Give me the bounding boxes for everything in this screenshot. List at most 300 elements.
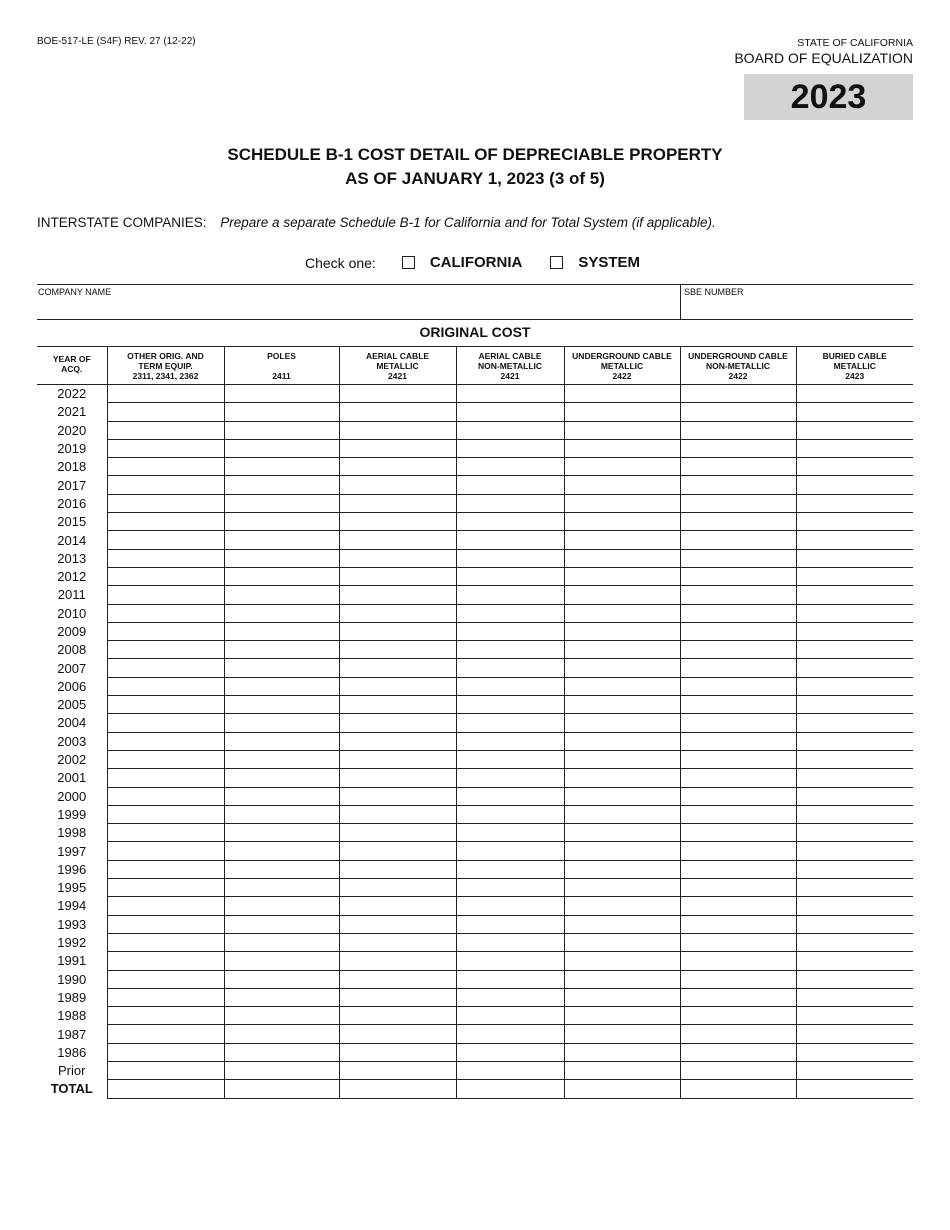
cost-input-cell[interactable]	[564, 1007, 680, 1025]
cost-input-cell[interactable]	[796, 732, 913, 750]
cost-input-cell[interactable]	[456, 567, 564, 585]
cost-input-cell[interactable]	[107, 879, 224, 897]
cost-input-cell[interactable]	[564, 842, 680, 860]
cost-input-cell[interactable]	[680, 1025, 796, 1043]
cost-input-cell[interactable]	[456, 586, 564, 604]
cost-input-cell[interactable]	[796, 549, 913, 567]
cost-input-cell[interactable]	[796, 1007, 913, 1025]
cost-input-cell[interactable]	[107, 933, 224, 951]
cost-input-cell[interactable]	[564, 439, 680, 457]
cost-input-cell[interactable]	[107, 1061, 224, 1079]
cost-input-cell[interactable]	[107, 586, 224, 604]
cost-input-cell[interactable]	[224, 677, 339, 695]
cost-input-cell[interactable]	[680, 513, 796, 531]
cost-input-cell[interactable]	[339, 567, 456, 585]
cost-input-cell[interactable]	[564, 604, 680, 622]
cost-input-cell[interactable]	[224, 586, 339, 604]
cost-input-cell[interactable]	[564, 403, 680, 421]
cost-input-cell[interactable]	[224, 403, 339, 421]
cost-input-cell[interactable]	[224, 933, 339, 951]
cost-input-cell[interactable]	[796, 860, 913, 878]
cost-input-cell[interactable]	[796, 439, 913, 457]
year-cell: 2019	[37, 439, 107, 457]
cost-input-cell[interactable]	[680, 567, 796, 585]
column-header-line: 2423	[845, 371, 865, 381]
cost-input-cell[interactable]	[224, 494, 339, 512]
cost-input-cell[interactable]	[224, 421, 339, 439]
sbe-number-field[interactable]	[680, 285, 913, 319]
cost-input-cell[interactable]	[339, 458, 456, 476]
cost-input-cell[interactable]	[564, 494, 680, 512]
cost-input-cell[interactable]	[680, 897, 796, 915]
cost-input-cell[interactable]	[564, 879, 680, 897]
cost-input-cell[interactable]	[796, 879, 913, 897]
cost-input-cell[interactable]	[796, 622, 913, 640]
cost-input-cell[interactable]	[796, 1080, 913, 1098]
cost-input-cell[interactable]	[796, 1025, 913, 1043]
cost-input-cell[interactable]	[796, 476, 913, 494]
cost-input-cell[interactable]	[224, 1025, 339, 1043]
cost-input-cell[interactable]	[680, 952, 796, 970]
column-header-line: 2422	[728, 371, 748, 381]
table-row	[37, 750, 913, 768]
cost-input-cell[interactable]	[796, 421, 913, 439]
cost-input-cell[interactable]	[339, 842, 456, 860]
cost-input-cell[interactable]	[339, 586, 456, 604]
cost-input-cell[interactable]	[339, 476, 456, 494]
cost-input-cell[interactable]	[796, 897, 913, 915]
cost-input-cell[interactable]	[564, 897, 680, 915]
cost-input-cell[interactable]	[796, 750, 913, 768]
cost-input-cell[interactable]	[339, 988, 456, 1006]
cost-input-cell[interactable]	[456, 1025, 564, 1043]
cost-input-cell[interactable]	[680, 494, 796, 512]
cost-input-cell[interactable]	[680, 1080, 796, 1098]
cost-input-cell[interactable]	[796, 933, 913, 951]
cost-input-cell[interactable]	[224, 659, 339, 677]
cost-input-cell[interactable]	[224, 732, 339, 750]
cost-input-cell[interactable]	[796, 787, 913, 805]
cost-input-cell[interactable]	[680, 970, 796, 988]
cost-input-cell[interactable]	[339, 1080, 456, 1098]
cost-input-cell[interactable]	[564, 970, 680, 988]
cost-input-cell[interactable]	[564, 385, 680, 403]
cost-input-cell[interactable]	[339, 970, 456, 988]
cost-input-cell[interactable]	[224, 860, 339, 878]
option-california[interactable]	[402, 254, 523, 271]
cost-input-cell[interactable]	[564, 732, 680, 750]
cost-input-cell[interactable]	[107, 1025, 224, 1043]
cost-input-cell[interactable]	[107, 604, 224, 622]
table-row	[37, 476, 913, 494]
cost-input-cell[interactable]	[224, 952, 339, 970]
cost-input-cell[interactable]	[339, 385, 456, 403]
cost-input-cell[interactable]	[107, 421, 224, 439]
cost-input-cell[interactable]	[456, 824, 564, 842]
cost-input-cell[interactable]	[564, 513, 680, 531]
cost-input-cell[interactable]	[339, 1007, 456, 1025]
cost-input-cell[interactable]	[796, 458, 913, 476]
cost-input-cell[interactable]	[796, 915, 913, 933]
cost-input-cell[interactable]	[456, 842, 564, 860]
year-cell: 2016	[37, 494, 107, 512]
cost-input-cell[interactable]	[107, 787, 224, 805]
cost-input-cell[interactable]	[339, 787, 456, 805]
cost-input-cell[interactable]	[224, 769, 339, 787]
cost-input-cell[interactable]	[680, 458, 796, 476]
cost-input-cell[interactable]	[107, 714, 224, 732]
cost-input-cell[interactable]	[339, 952, 456, 970]
cost-input-cell[interactable]	[107, 494, 224, 512]
cost-input-cell[interactable]	[796, 805, 913, 823]
cost-input-cell[interactable]	[456, 860, 564, 878]
cost-input-cell[interactable]	[339, 531, 456, 549]
cost-input-cell[interactable]	[339, 696, 456, 714]
cost-input-cell[interactable]	[224, 1080, 339, 1098]
cost-input-cell[interactable]	[224, 641, 339, 659]
cost-input-cell[interactable]	[680, 549, 796, 567]
cost-input-cell[interactable]	[564, 476, 680, 494]
cost-input-cell[interactable]	[339, 677, 456, 695]
cost-input-cell[interactable]	[224, 476, 339, 494]
cost-input-cell[interactable]	[680, 1007, 796, 1025]
cost-input-cell[interactable]	[107, 549, 224, 567]
cost-input-cell[interactable]	[339, 641, 456, 659]
cost-input-cell[interactable]	[224, 1061, 339, 1079]
table-row	[37, 513, 913, 531]
table-row	[37, 842, 913, 860]
cost-input-cell[interactable]	[224, 385, 339, 403]
cost-input-cell[interactable]	[339, 714, 456, 732]
cost-input-cell[interactable]	[456, 604, 564, 622]
cost-input-cell[interactable]	[224, 879, 339, 897]
cost-input-cell[interactable]	[564, 805, 680, 823]
cost-input-cell[interactable]	[339, 659, 456, 677]
cost-input-cell[interactable]	[680, 696, 796, 714]
cost-input-cell[interactable]	[680, 714, 796, 732]
cost-input-cell[interactable]	[680, 1043, 796, 1061]
cost-input-cell[interactable]	[796, 824, 913, 842]
cost-input-cell[interactable]	[564, 988, 680, 1006]
cost-input-cell[interactable]	[107, 439, 224, 457]
cost-input-cell[interactable]	[456, 403, 564, 421]
cost-input-cell[interactable]	[339, 421, 456, 439]
system-checkbox[interactable]	[550, 256, 563, 269]
year-cell: 1991	[37, 952, 107, 970]
cost-input-cell[interactable]	[224, 549, 339, 567]
cost-input-cell[interactable]	[107, 531, 224, 549]
cost-input-cell[interactable]	[339, 1043, 456, 1061]
cost-input-cell[interactable]	[680, 476, 796, 494]
cost-input-cell[interactable]	[564, 549, 680, 567]
cost-input-cell[interactable]	[564, 677, 680, 695]
cost-input-cell[interactable]	[107, 860, 224, 878]
cost-input-cell[interactable]	[564, 659, 680, 677]
cost-input-cell[interactable]	[339, 933, 456, 951]
cost-input-cell[interactable]	[680, 988, 796, 1006]
table-row	[37, 1080, 913, 1098]
cost-input-cell[interactable]	[456, 879, 564, 897]
cost-input-cell[interactable]	[339, 549, 456, 567]
cost-input-cell[interactable]	[107, 750, 224, 768]
cost-input-cell[interactable]	[796, 494, 913, 512]
year-cell: 2011	[37, 586, 107, 604]
cost-input-cell[interactable]	[564, 531, 680, 549]
cost-input-cell[interactable]	[224, 604, 339, 622]
cost-input-cell[interactable]	[456, 915, 564, 933]
cost-input-cell[interactable]	[339, 769, 456, 787]
buried-cable-metallic-header	[796, 347, 913, 385]
cost-input-cell[interactable]	[456, 549, 564, 567]
cost-input-cell[interactable]	[224, 439, 339, 457]
cost-input-cell[interactable]	[456, 714, 564, 732]
interstate-note	[37, 215, 716, 230]
cost-input-cell[interactable]	[456, 1061, 564, 1079]
cost-input-cell[interactable]	[796, 641, 913, 659]
cost-input-cell[interactable]	[564, 567, 680, 585]
cost-input-cell[interactable]	[224, 1043, 339, 1061]
cost-input-cell[interactable]	[680, 879, 796, 897]
cost-input-cell[interactable]	[339, 897, 456, 915]
cost-input-cell[interactable]	[456, 952, 564, 970]
cost-input-cell[interactable]	[796, 513, 913, 531]
cost-input-cell[interactable]	[107, 952, 224, 970]
page-subtitle: AS OF JANUARY 1, 2023 (3 of 5)	[345, 169, 605, 188]
cost-input-cell[interactable]	[456, 513, 564, 531]
year-cell: 2008	[37, 641, 107, 659]
cost-input-cell[interactable]	[680, 732, 796, 750]
cost-input-cell[interactable]	[456, 732, 564, 750]
cost-input-cell[interactable]	[564, 458, 680, 476]
cost-input-cell[interactable]	[680, 677, 796, 695]
cost-input-cell[interactable]	[107, 1007, 224, 1025]
cost-input-cell[interactable]	[224, 1007, 339, 1025]
cost-input-cell[interactable]	[680, 403, 796, 421]
cost-input-cell[interactable]	[564, 622, 680, 640]
california-checkbox[interactable]	[402, 256, 415, 269]
cost-input-cell[interactable]	[796, 1061, 913, 1079]
cost-input-cell[interactable]	[456, 750, 564, 768]
cost-input-cell[interactable]	[107, 1080, 224, 1098]
cost-input-cell[interactable]	[796, 842, 913, 860]
cost-input-cell[interactable]	[796, 567, 913, 585]
cost-table	[37, 346, 913, 1099]
cost-input-cell[interactable]	[107, 769, 224, 787]
cost-input-cell[interactable]	[456, 988, 564, 1006]
cost-input-cell[interactable]	[456, 1043, 564, 1061]
cost-input-cell[interactable]	[339, 824, 456, 842]
cost-input-cell[interactable]	[224, 714, 339, 732]
cost-input-cell[interactable]	[107, 476, 224, 494]
cost-input-cell[interactable]	[339, 403, 456, 421]
cost-input-cell[interactable]	[224, 824, 339, 842]
cost-input-cell[interactable]	[224, 750, 339, 768]
cost-input-cell[interactable]	[564, 1080, 680, 1098]
cost-input-cell[interactable]	[680, 439, 796, 457]
check-one-label: Check one:	[305, 254, 376, 271]
cost-input-cell[interactable]	[564, 641, 680, 659]
cost-input-cell[interactable]	[796, 531, 913, 549]
cost-input-cell[interactable]	[339, 513, 456, 531]
cost-input-cell[interactable]	[680, 750, 796, 768]
cost-input-cell[interactable]	[796, 403, 913, 421]
cost-input-cell[interactable]	[107, 458, 224, 476]
cost-input-cell[interactable]	[456, 805, 564, 823]
cost-input-cell[interactable]	[339, 604, 456, 622]
column-header-line: YEAR OF	[52, 354, 91, 364]
company-name-field[interactable]	[37, 285, 680, 319]
cost-input-cell[interactable]	[564, 750, 680, 768]
cost-input-cell[interactable]	[456, 476, 564, 494]
cost-input-cell[interactable]	[339, 879, 456, 897]
cost-input-cell[interactable]	[339, 622, 456, 640]
cost-input-cell[interactable]	[680, 769, 796, 787]
cost-input-cell[interactable]	[456, 1080, 564, 1098]
cost-input-cell[interactable]	[224, 567, 339, 585]
cost-input-cell[interactable]	[456, 439, 564, 457]
cost-input-cell[interactable]	[107, 385, 224, 403]
cost-input-cell[interactable]	[564, 915, 680, 933]
cost-input-cell[interactable]	[107, 897, 224, 915]
cost-input-cell[interactable]	[224, 513, 339, 531]
cost-input-cell[interactable]	[107, 805, 224, 823]
cost-input-cell[interactable]	[339, 1061, 456, 1079]
cost-input-cell[interactable]	[107, 915, 224, 933]
cost-input-cell[interactable]	[456, 641, 564, 659]
cost-input-cell[interactable]	[796, 970, 913, 988]
cost-input-cell[interactable]	[107, 513, 224, 531]
cost-input-cell[interactable]	[456, 458, 564, 476]
cost-input-cell[interactable]	[564, 1043, 680, 1061]
cost-input-cell[interactable]	[224, 458, 339, 476]
cost-input-cell[interactable]	[107, 970, 224, 988]
cost-input-cell[interactable]	[339, 915, 456, 933]
cost-input-cell[interactable]	[456, 787, 564, 805]
cost-input-cell[interactable]	[680, 604, 796, 622]
year-cell: 1990	[37, 970, 107, 988]
cost-input-cell[interactable]	[564, 769, 680, 787]
cost-input-cell[interactable]	[456, 421, 564, 439]
cost-input-cell[interactable]	[796, 952, 913, 970]
cost-input-cell[interactable]	[564, 1061, 680, 1079]
cost-input-cell[interactable]	[339, 860, 456, 878]
cost-input-cell[interactable]	[564, 1025, 680, 1043]
cost-input-cell[interactable]	[796, 1043, 913, 1061]
cost-input-cell[interactable]	[456, 622, 564, 640]
cost-input-cell[interactable]	[339, 732, 456, 750]
cost-input-cell[interactable]	[107, 641, 224, 659]
cost-input-cell[interactable]	[680, 1061, 796, 1079]
cost-input-cell[interactable]	[224, 897, 339, 915]
option-system[interactable]	[550, 254, 640, 271]
cost-input-cell[interactable]	[107, 824, 224, 842]
cost-input-cell[interactable]	[796, 696, 913, 714]
cost-input-cell[interactable]	[564, 933, 680, 951]
cost-input-cell[interactable]	[224, 988, 339, 1006]
cost-input-cell[interactable]	[107, 622, 224, 640]
cost-input-cell[interactable]	[107, 1043, 224, 1061]
cost-input-cell[interactable]	[796, 385, 913, 403]
cost-input-cell[interactable]	[224, 787, 339, 805]
cost-input-cell[interactable]	[680, 933, 796, 951]
cost-input-cell[interactable]	[224, 696, 339, 714]
cost-input-cell[interactable]	[796, 604, 913, 622]
cost-input-cell[interactable]	[796, 714, 913, 732]
cost-input-cell[interactable]	[456, 385, 564, 403]
cost-input-cell[interactable]	[796, 586, 913, 604]
cost-input-cell[interactable]	[456, 659, 564, 677]
cost-input-cell[interactable]	[680, 622, 796, 640]
cost-input-cell[interactable]	[680, 860, 796, 878]
cost-input-cell[interactable]	[456, 494, 564, 512]
cost-input-cell[interactable]	[339, 1025, 456, 1043]
cost-input-cell[interactable]	[680, 824, 796, 842]
cost-input-cell[interactable]	[680, 385, 796, 403]
cost-input-cell[interactable]	[680, 787, 796, 805]
column-header-line: AERIAL CABLE	[478, 351, 542, 361]
cost-input-cell[interactable]	[680, 421, 796, 439]
cost-input-cell[interactable]	[456, 531, 564, 549]
cost-input-cell[interactable]	[224, 915, 339, 933]
cost-input-cell[interactable]	[224, 842, 339, 860]
cost-input-cell[interactable]	[456, 970, 564, 988]
cost-input-cell[interactable]	[564, 714, 680, 732]
cost-input-cell[interactable]	[564, 787, 680, 805]
cost-input-cell[interactable]	[339, 494, 456, 512]
cost-input-cell[interactable]	[564, 860, 680, 878]
cost-input-cell[interactable]	[224, 531, 339, 549]
cost-input-cell[interactable]	[224, 622, 339, 640]
cost-input-cell[interactable]	[107, 677, 224, 695]
cost-input-cell[interactable]	[796, 769, 913, 787]
cost-input-cell[interactable]	[564, 824, 680, 842]
cost-input-cell[interactable]	[339, 750, 456, 768]
cost-input-cell[interactable]	[456, 933, 564, 951]
cost-input-cell[interactable]	[107, 732, 224, 750]
cost-input-cell[interactable]	[456, 677, 564, 695]
cost-input-cell[interactable]	[796, 988, 913, 1006]
cost-input-cell[interactable]	[564, 952, 680, 970]
cost-input-cell[interactable]	[107, 842, 224, 860]
cost-input-cell[interactable]	[107, 403, 224, 421]
cost-input-cell[interactable]	[564, 586, 680, 604]
cost-input-cell[interactable]	[564, 696, 680, 714]
cost-input-cell[interactable]	[680, 586, 796, 604]
cost-input-cell[interactable]	[680, 659, 796, 677]
cost-input-cell[interactable]	[680, 531, 796, 549]
table-row	[37, 403, 913, 421]
cost-input-cell[interactable]	[456, 1007, 564, 1025]
cost-input-cell[interactable]	[796, 659, 913, 677]
cost-input-cell[interactable]	[680, 805, 796, 823]
cost-input-cell[interactable]	[680, 842, 796, 860]
cost-input-cell[interactable]	[796, 677, 913, 695]
cost-input-cell[interactable]	[564, 421, 680, 439]
cost-input-cell[interactable]	[107, 567, 224, 585]
cost-input-cell[interactable]	[339, 805, 456, 823]
cost-input-cell[interactable]	[456, 769, 564, 787]
cost-input-cell[interactable]	[339, 439, 456, 457]
cost-input-cell[interactable]	[107, 659, 224, 677]
cost-input-cell[interactable]	[456, 897, 564, 915]
cost-input-cell[interactable]	[680, 915, 796, 933]
cost-input-cell[interactable]	[680, 641, 796, 659]
cost-input-cell[interactable]	[224, 805, 339, 823]
cost-input-cell[interactable]	[456, 696, 564, 714]
cost-input-cell[interactable]	[107, 696, 224, 714]
cost-input-cell[interactable]	[107, 988, 224, 1006]
cost-input-cell[interactable]	[224, 970, 339, 988]
